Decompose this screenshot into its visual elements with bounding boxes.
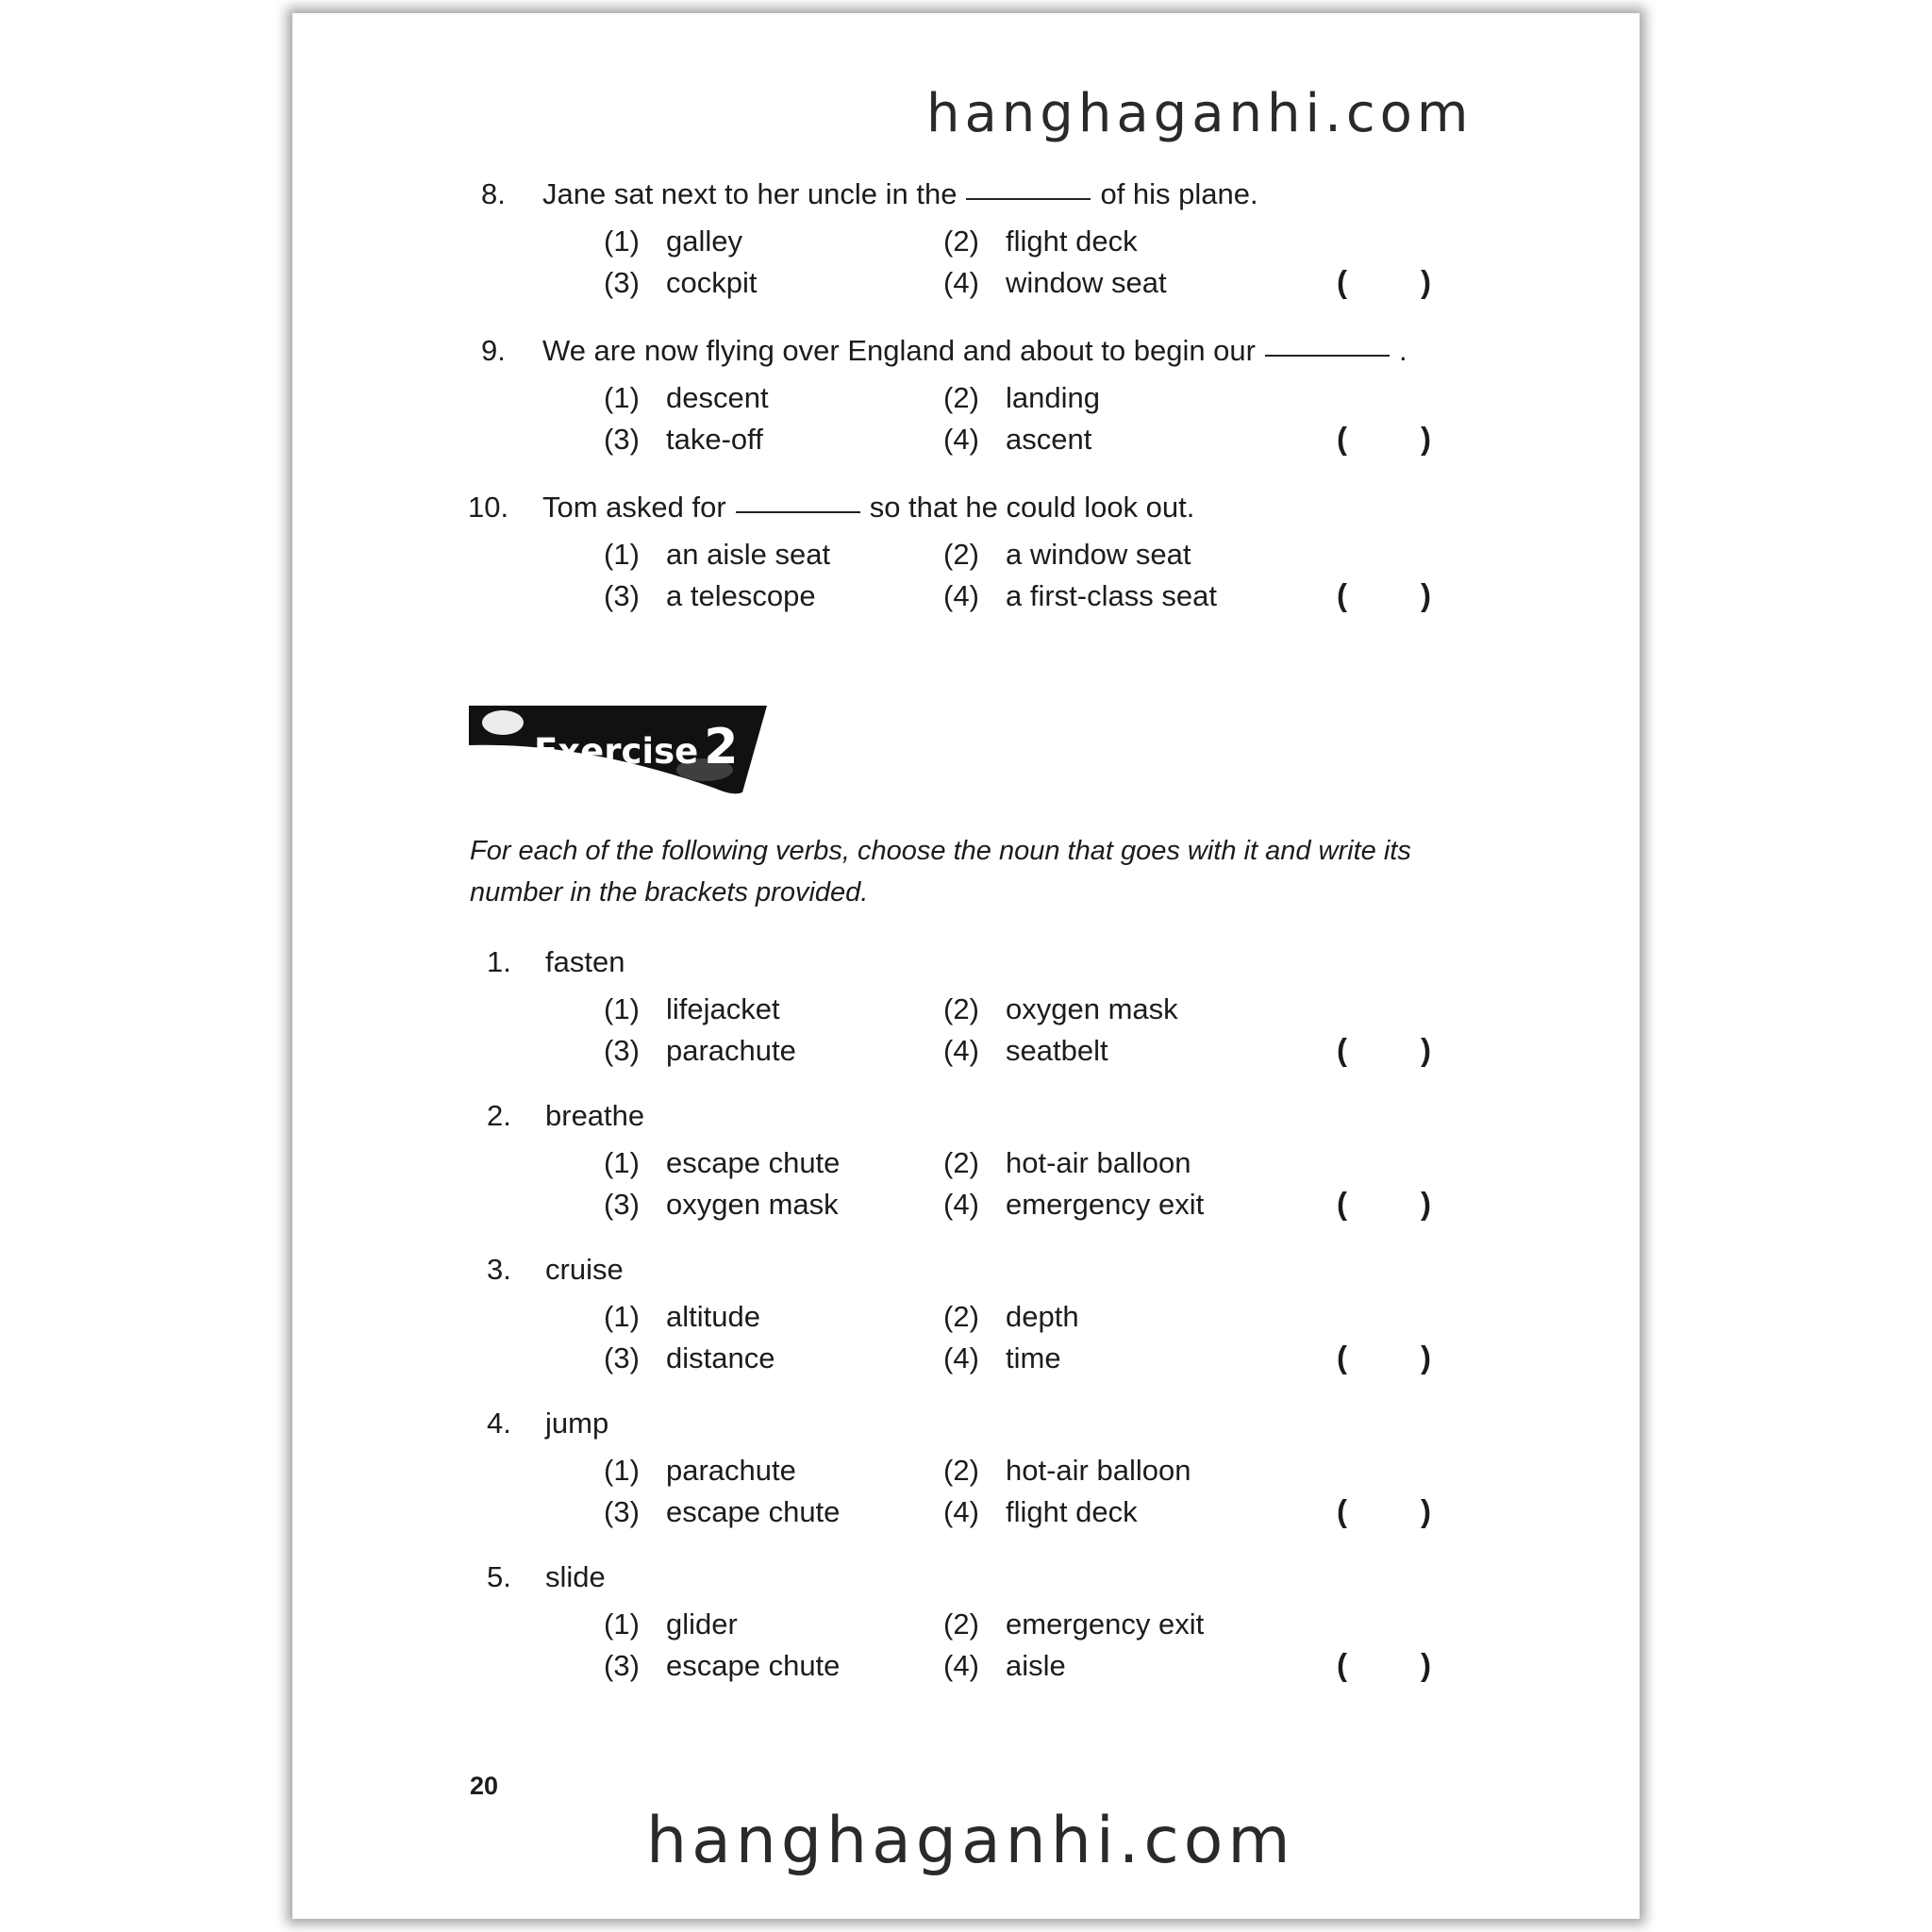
option-number: (3) <box>604 266 640 299</box>
watermark-top: hanghaganhi.com <box>926 83 1474 144</box>
option-text: time <box>1006 1341 1061 1374</box>
option-number: (2) <box>943 1146 979 1179</box>
option-number: (4) <box>943 1495 979 1528</box>
option-number: (1) <box>604 1607 640 1641</box>
answer-bracket-close[interactable]: ) <box>1421 421 1431 456</box>
answer-blank <box>736 511 860 513</box>
option-number: (4) <box>943 1649 979 1682</box>
question-text <box>542 177 1258 211</box>
question-number: 1. <box>487 945 511 978</box>
option-number: (1) <box>604 992 640 1025</box>
option-number: (1) <box>604 225 640 258</box>
question-number: 5. <box>487 1560 511 1593</box>
answer-bracket-open[interactable]: ( <box>1337 421 1347 456</box>
option-text: flight deck <box>1006 225 1138 258</box>
option-number: (1) <box>604 1146 640 1179</box>
option-number: (1) <box>604 1300 640 1333</box>
option-number: (4) <box>943 266 979 299</box>
answer-blank <box>966 198 1091 200</box>
question-text-before: We are now flying over England and about to begin our <box>542 334 1256 367</box>
option-number: (3) <box>604 1341 640 1374</box>
option-text: lifejacket <box>666 992 780 1025</box>
answer-bracket-close[interactable]: ) <box>1421 1340 1431 1374</box>
option-text: parachute <box>666 1454 796 1487</box>
option-text: take-off <box>666 423 763 456</box>
question-number: 3. <box>487 1253 511 1286</box>
question-text <box>542 491 1194 525</box>
verb-word: slide <box>545 1560 606 1593</box>
question-text-after: . <box>1399 334 1407 367</box>
option-number: (2) <box>943 538 979 571</box>
answer-bracket-open[interactable]: ( <box>1337 264 1347 299</box>
question-number: 4. <box>487 1407 511 1440</box>
option-number: (2) <box>943 225 979 258</box>
option-text: window seat <box>1006 266 1167 299</box>
option-text: distance <box>666 1341 775 1374</box>
exercise-number: 2 <box>704 719 739 775</box>
option-text: hot-air balloon <box>1006 1454 1191 1487</box>
option-text: seatbelt <box>1006 1034 1108 1067</box>
option-text: a telescope <box>666 579 816 612</box>
answer-bracket-open[interactable]: ( <box>1337 1340 1347 1374</box>
option-text: aisle <box>1006 1649 1066 1682</box>
question-text-after: of his plane. <box>1100 177 1258 210</box>
option-text: escape chute <box>666 1495 841 1528</box>
page-number: 20 <box>470 1772 499 1800</box>
option-text: oxygen mask <box>666 1188 839 1221</box>
option-number: (2) <box>943 1300 979 1333</box>
answer-bracket-open[interactable]: ( <box>1337 1186 1347 1221</box>
option-number: (1) <box>604 381 640 414</box>
option-number: (3) <box>604 1034 640 1067</box>
watermark-bottom: hanghaganhi.com <box>646 1804 1295 1878</box>
question-text-after: so that he could look out. <box>869 491 1195 524</box>
option-text: escape chute <box>666 1146 841 1179</box>
option-number: (2) <box>943 1454 979 1487</box>
option-text: emergency exit <box>1006 1188 1205 1221</box>
option-number: (3) <box>604 1649 640 1682</box>
question-text-before: Tom asked for <box>542 491 726 524</box>
option-number: (4) <box>943 1034 979 1067</box>
verb-word: fasten <box>545 945 625 978</box>
option-text: flight deck <box>1006 1495 1138 1528</box>
answer-bracket-close[interactable]: ) <box>1421 1032 1431 1067</box>
option-number: (3) <box>604 423 640 456</box>
verb-word: cruise <box>545 1253 624 1286</box>
question-text <box>542 334 1407 368</box>
option-text: escape chute <box>666 1649 841 1682</box>
option-text: emergency exit <box>1006 1607 1205 1641</box>
option-number: (1) <box>604 1454 640 1487</box>
option-text: descent <box>666 381 769 414</box>
option-text: a window seat <box>1006 538 1191 571</box>
option-text: an aisle seat <box>666 538 831 571</box>
question-number: 10. <box>468 491 509 524</box>
answer-bracket-open[interactable]: ( <box>1337 577 1347 612</box>
answer-bracket-close[interactable]: ) <box>1421 577 1431 612</box>
option-number: (3) <box>604 1188 640 1221</box>
verb-word: jump <box>545 1407 609 1440</box>
exercise-heading <box>534 719 738 775</box>
answer-bracket-open[interactable]: ( <box>1337 1493 1347 1528</box>
option-text: cockpit <box>666 266 758 299</box>
option-text: hot-air balloon <box>1006 1146 1191 1179</box>
option-text: parachute <box>666 1034 796 1067</box>
option-number: (2) <box>943 992 979 1025</box>
option-text: a first-class seat <box>1006 579 1217 612</box>
answer-bracket-open[interactable]: ( <box>1337 1647 1347 1682</box>
option-text: ascent <box>1006 423 1092 456</box>
option-text: glider <box>666 1607 738 1641</box>
option-number: (2) <box>943 1607 979 1641</box>
option-text: oxygen mask <box>1006 992 1178 1025</box>
option-number: (4) <box>943 423 979 456</box>
option-number: (3) <box>604 1495 640 1528</box>
option-text: landing <box>1006 381 1100 414</box>
question-number: 9. <box>481 334 506 367</box>
option-number: (3) <box>604 579 640 612</box>
exercise-label: Exercise <box>534 731 699 772</box>
answer-bracket-close[interactable]: ) <box>1421 1647 1431 1682</box>
question-text-before: Jane sat next to her uncle in the <box>542 177 958 210</box>
option-text: depth <box>1006 1300 1079 1333</box>
verb-word: breathe <box>545 1099 645 1132</box>
option-number: (4) <box>943 1341 979 1374</box>
answer-bracket-open[interactable]: ( <box>1337 1032 1347 1067</box>
question-number: 2. <box>487 1099 511 1132</box>
question-number: 8. <box>481 177 506 210</box>
option-number: (1) <box>604 538 640 571</box>
option-number: (4) <box>943 1188 979 1221</box>
option-number: (4) <box>943 579 979 612</box>
answer-bracket-close[interactable]: ) <box>1421 1493 1431 1528</box>
option-text: galley <box>666 225 742 258</box>
option-number: (2) <box>943 381 979 414</box>
answer-bracket-close[interactable]: ) <box>1421 1186 1431 1221</box>
instructions: For each of the following verbs, choose the noun that goes with it and write its number in the brackets provided. <box>470 836 1411 908</box>
answer-bracket-close[interactable]: ) <box>1421 264 1431 299</box>
option-text: altitude <box>666 1300 760 1333</box>
answer-blank <box>1265 355 1390 357</box>
